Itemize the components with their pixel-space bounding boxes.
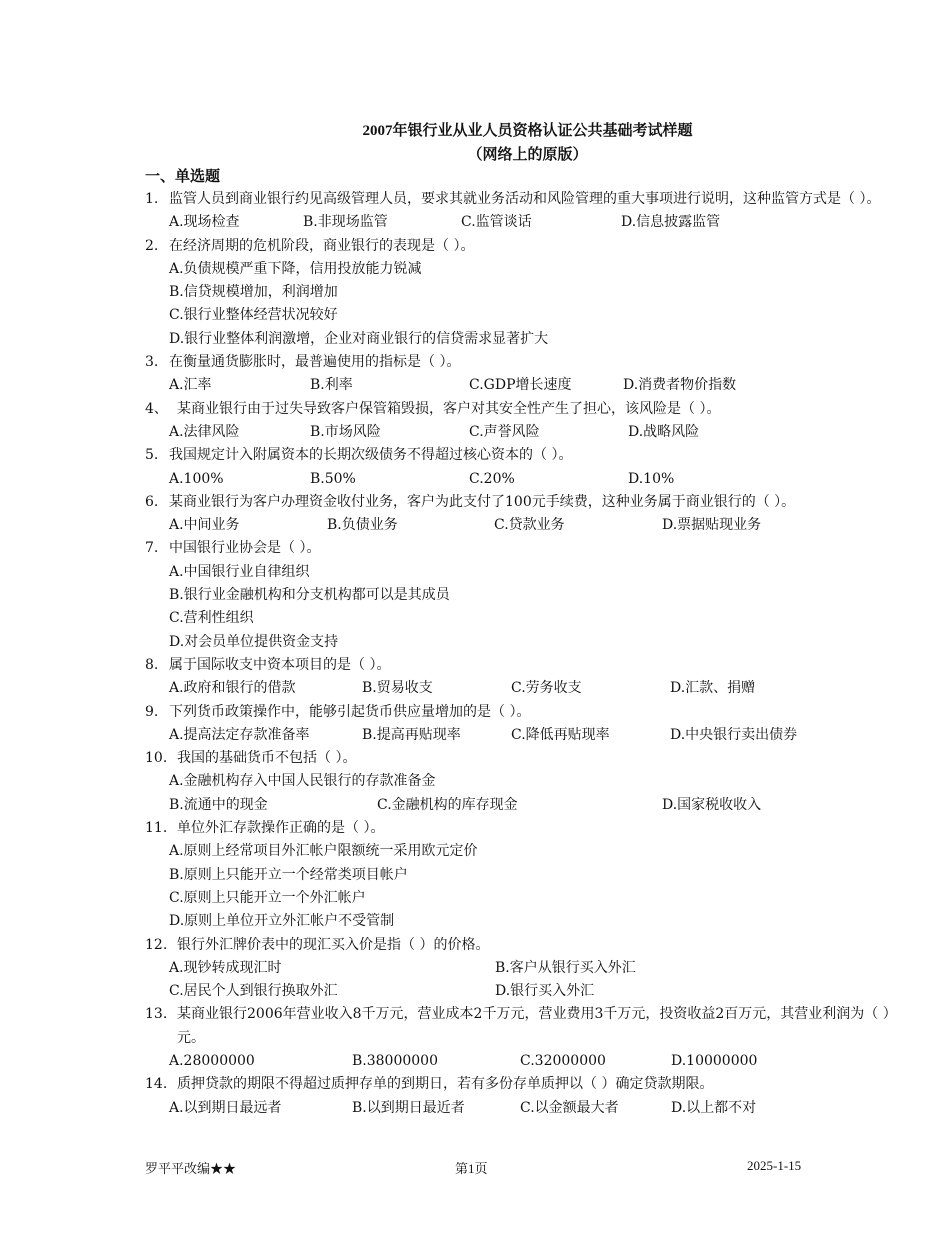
option-a: A.100% [169,470,224,487]
question-1 [145,188,920,211]
option-b: B.负债业务 [327,517,398,534]
option-b: B.非现场监管 [303,214,388,231]
option-c: C.劳务收支 [511,680,582,697]
question-number: 7. [145,540,159,557]
question-number: 1. [145,191,159,207]
options-row [145,794,920,817]
option-a: A.以到期日最远者 [169,1099,282,1116]
option-a: A.政府和银行的借款 [169,680,296,697]
question-number: 3. [145,354,159,371]
option-d: D.国家税收收入 [662,796,762,813]
option-c: C.银行业整体经营状况较好 [169,307,338,324]
question-3 [145,351,920,374]
options-row [145,677,920,700]
question-text: 某商业银行2006年营业收入8千万元，营业成本2千万元，营业费用3千万元，投资收益2百万元，其营业利润为（ ）元。 [177,1006,897,1046]
question-number: 9. [145,703,159,720]
option-c: C.32000000 [520,1052,606,1069]
question-11 [145,817,920,840]
option-d: D.汇款、捐赠 [670,680,756,697]
option-c: C.监管谈话 [461,214,532,231]
question-8 [145,654,920,677]
question-text: 属于国际收支中资本项目的是（ ）。 [169,656,391,673]
option-d: D.10% [628,470,675,487]
option-b: B.贸易收支 [362,680,433,697]
question-9 [145,701,920,724]
question-7 [145,537,920,560]
option-a: A.提高法定存款准备率 [169,726,310,743]
question-text: 银行外汇牌价表中的现汇买入价是指（ ）的价格。 [177,936,490,953]
option-c: C.降低再贴现率 [511,726,610,743]
question-number: 11. [145,820,168,837]
option-d: D.银行买入外汇 [495,983,595,1000]
option-c: C.GDP增长速度 [469,377,572,394]
option-c: C.营利性组织 [169,610,254,627]
footer-page-number: 第1页 [455,1161,488,1176]
footer-author: 罗平平改编★★ [145,1161,237,1176]
options-row [145,421,920,444]
question-number: 6. [145,493,159,510]
question-text: 在衡量通货膨胀时，最普遍使用的指标是（ ）。 [169,354,461,371]
option-d: D.票据贴现业务 [662,517,762,534]
option-b: B.市场风险 [310,423,381,440]
question-14 [145,1073,920,1096]
option-b: B.50% [310,470,356,487]
option-d: D.中央银行卖出债券 [670,726,798,743]
option-d: D.战略风险 [628,423,700,440]
question-number: 4、 [145,400,168,417]
option-c: C.声誉风险 [469,423,540,440]
option-a: A.28000000 [169,1052,255,1069]
option-b: B.银行业金融机构和分支机构都可以是其成员 [169,587,450,604]
option-a: A.汇率 [169,377,212,394]
options-row [145,980,920,1003]
question-text: 监管人员到商业银行约见高级管理人员，要求其就业务活动和风险管理的重大事项进行说明，这种监管方式是（ ）。 [169,191,881,207]
option-d: D.10000000 [671,1052,758,1069]
options-row [145,724,920,747]
option-d: D.对会员单位提供资金支持 [169,633,339,650]
question-5 [145,444,920,467]
option-c: C.居民个人到银行换取外汇 [169,983,338,1000]
option-d: D.银行业整体利润激增，企业对商业银行的信贷需求显著扩大 [169,330,549,347]
option-d: D.以上都不对 [671,1099,757,1116]
option-b: B.提高再贴现率 [362,726,461,743]
question-number: 10. [145,750,168,767]
option-a: A.法律风险 [169,423,240,440]
option-b: B.38000000 [352,1052,438,1069]
option-b: B.以到期日最近者 [352,1099,465,1116]
options-row [145,374,920,397]
question-12 [145,934,920,957]
section-heading: 一、单选题 [145,167,221,185]
question-text: 我国的基础货币不包括（ ）。 [177,750,357,767]
option-a: A.原则上经常项目外汇帐户限额统一采用欧元定价 [169,843,478,860]
question-13 [145,1003,920,1050]
option-d: D.原则上单位开立外汇帐户不受管制 [169,913,395,930]
options-row [145,957,920,980]
option-b: B.信贷规模增加，利润增加 [169,284,338,301]
question-number: 12. [145,936,168,953]
question-list [145,188,920,1120]
option-b: B.流通中的现金 [169,796,268,813]
option-a: A.中国银行业自律组织 [169,563,310,580]
options-row [145,211,920,234]
option-b: B.原则上只能开立一个经常类项目帐户 [169,866,408,883]
question-4 [145,398,920,421]
option-a: A.金融机构存入中国人民银行的存款准备金 [169,773,436,790]
question-text: 在经济周期的危机阶段，商业银行的表现是（ ）。 [169,237,475,254]
option-c: C.20% [469,470,515,487]
question-text: 质押贷款的期限不得超过质押存单的到期日，若有多份存单质押以（ ）确定贷款期限。 [177,1076,714,1093]
question-10 [145,747,920,770]
question-text: 中国银行业协会是（ ）。 [169,540,321,557]
option-c: C.原则上只能开立一个外汇帐户 [169,889,366,906]
question-number: 14. [145,1076,168,1093]
option-a: A.负债规模严重下降，信用投放能力锐减 [169,260,422,277]
question-number: 5. [145,447,159,464]
question-text: 某商业银行由于过失导致客户保管箱毁损，客户对其安全性产生了担心，该风险是（ ）。 [177,400,721,417]
question-text: 我国规定计入附属资本的长期次级债务不得超过核心资本的（ ）。 [169,447,573,464]
options-row [145,514,920,537]
option-d: D.消费者物价指数 [623,377,737,394]
document-subtitle: （网络上的原版） [467,147,588,163]
question-2 [145,235,920,258]
option-b: B.客户从银行买入外汇 [495,959,636,976]
footer-date: 2025-1-15 [747,1158,802,1173]
option-c: C.金融机构的库存现金 [377,796,518,813]
question-number: 13. [145,1006,168,1023]
option-a: A.现钞转成现汇时 [169,959,282,976]
option-d: D.信息披露监管 [621,214,721,231]
option-a: A.现场检查 [169,214,240,231]
document-title: 2007年银行业从业人员资格认证公共基础考试样题 [362,123,693,139]
options-row [145,1050,920,1073]
option-a: A.中间业务 [169,517,240,534]
option-c: C.贷款业务 [494,517,565,534]
option-c: C.以金额最大者 [520,1099,619,1116]
options-row [145,1097,920,1120]
question-number: 8. [145,656,159,673]
option-b: B.利率 [310,377,353,394]
question-text: 下列货币政策操作中，能够引起货币供应量增加的是（ ）。 [169,703,531,720]
question-text: 某商业银行为客户办理资金收付业务，客户为此支付了100元手续费，这种业务属于商业银行的（ ）。 [169,493,796,510]
question-6 [145,491,920,514]
question-number: 2. [145,237,159,254]
question-text: 单位外汇存款操作正确的是（ ）。 [177,820,385,837]
options-row [145,468,920,491]
